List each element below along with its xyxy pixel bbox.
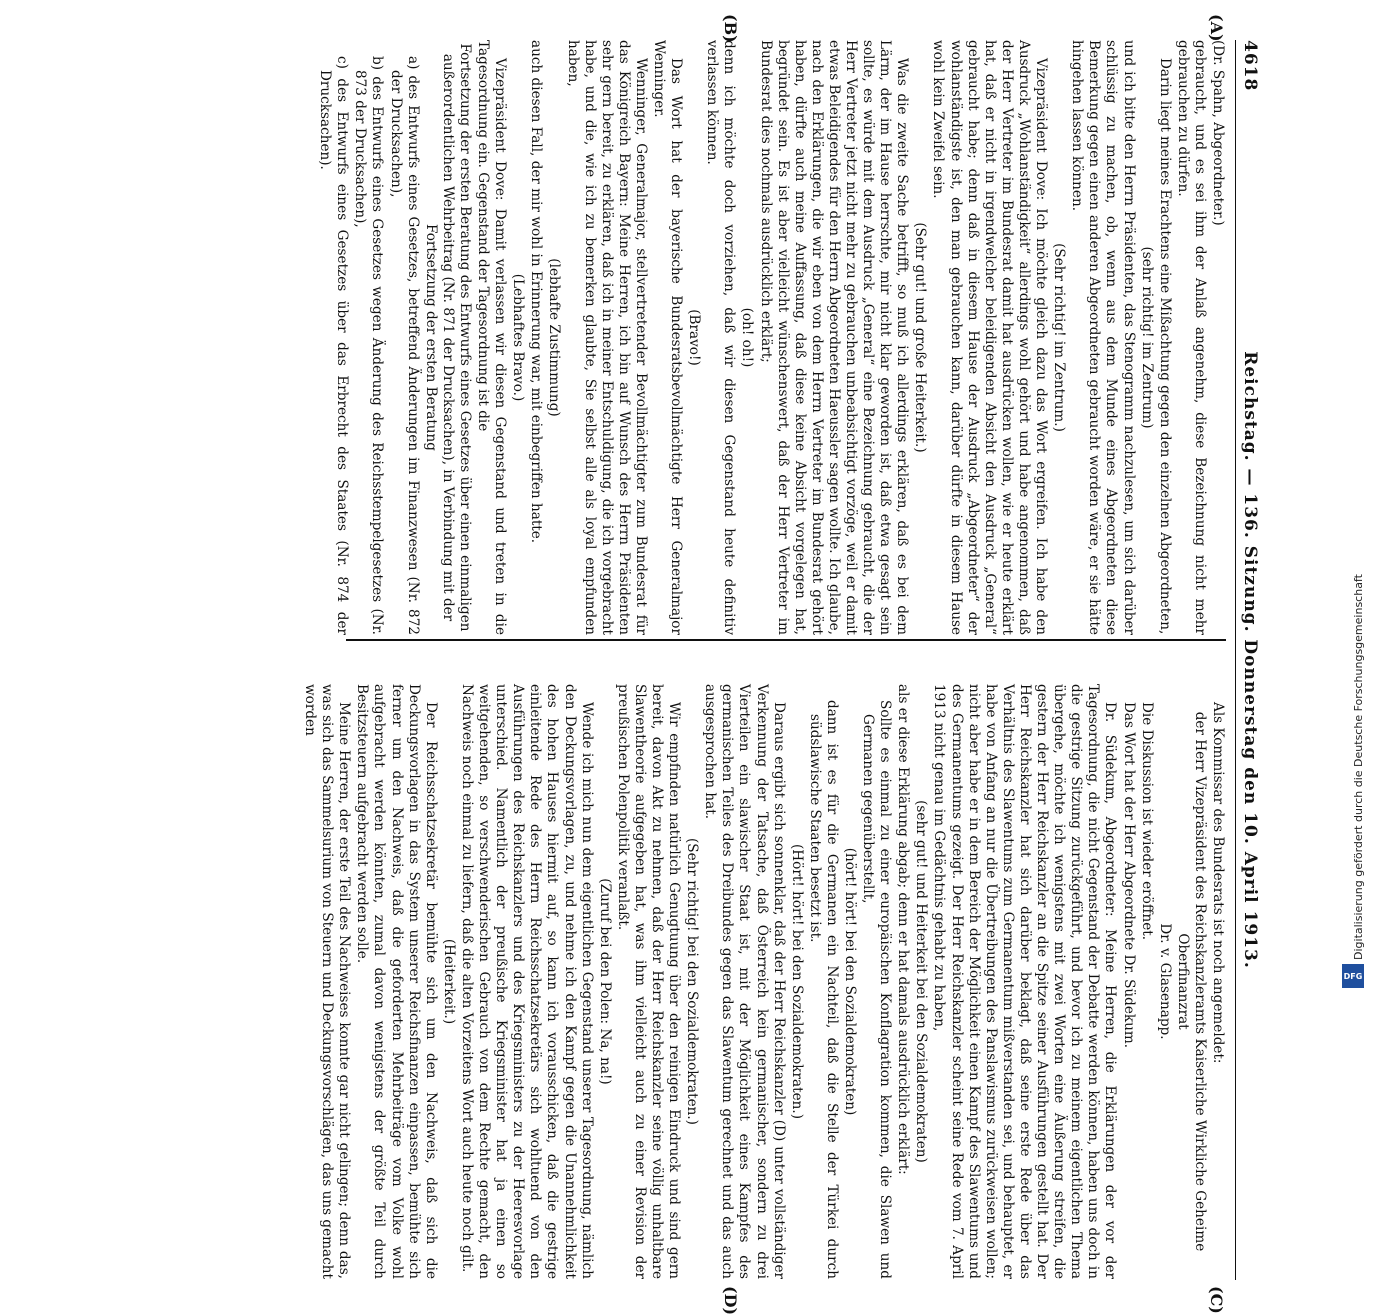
left-column-paragraph: gebraucht, und es sei ihm der Anlaß angenehm, diese Bezeichnung nicht mehr gebrauchen zu dürfen. <box>1174 40 1208 635</box>
left-column-paragraph: denn ich möchte doch vorziehen, daß wir diesen Gegenstand heute definitiv verlassen können. <box>704 40 738 635</box>
left-column-paragraph: auch diesen Fall, der mir wohl in Erinnerung war, mit einbegriffen hatte. <box>528 40 545 544</box>
left-text-column <box>315 40 1226 635</box>
right-column-paragraph: Sollte es einmal zu einer europäischen Konflagration kommen, die Slawen und Germanen gegenüberstellt, <box>860 700 894 1279</box>
digitization-sidebar <box>1326 0 1383 1000</box>
left-column-paragraph: (sehr richtig! im Zentrum) <box>1138 246 1155 429</box>
margin-marker-d: (D) <box>721 1286 740 1315</box>
right-column-paragraph: Der Reichsschatzsekretär bemühte sich um den Nachweis, daß sich die Deckungsvorlagen in das System unserer Reichsfinanzen einpassen, bemühte sich ferner um den Nachweis, daß die geforderten Mehrbeiträge vom Volke wohl aufgebracht werden könnten, zumal davon wenigstens der größte Teil durch Besitzsteuern aufgebracht werden solle. <box>354 684 439 1279</box>
left-column-paragraph: (Sehr gut! und große Heiterkeit.) <box>912 222 929 453</box>
left-column-paragraph: Vizepräsident Dove: Damit verlassen wir diesen Gegenstand und treten in die Tagesordnung ein. Gegenstand der Tagesordnung ist die <box>475 40 509 635</box>
margin-marker-c: (C) <box>1207 1286 1226 1314</box>
left-column-paragraph: (oh! oh!) <box>739 307 756 368</box>
page-header <box>1235 40 1262 1280</box>
column-divider <box>346 639 1226 641</box>
right-column-paragraph: Wende ich mich nun dem eigentlichen Gegenstand unserer Tagesordnung, nämlich den Deckungsvorlagen, zu, und nehme ich den Kampf gegen die Unannehmlichkeit des hohen Hauses hiermit auf, so kann ich vorausschicken, daß die gestrige einleitende Rede des Herrn Reichsschatzsekretärs sich wohltuend von den Ausführungen des Reichskanzlers und des Kriegsministers zu der Heeresvorlage unterschied. Namentlich der preußische Kriegsminister hat ja einen so weitgehenden, so verschwenderischen Gebrauch von dem Rechte gemacht, den Nachweis noch einmal zu liefern, daß die alten Vorzeitens Wort auch heute noch gilt. <box>458 684 595 1279</box>
left-column-paragraph: (Sehr richtig! im Zentrum.) <box>1051 243 1068 432</box>
left-column-paragraph: c) des Entwurfs eines Gesetzes über das Erbrecht des Staates (Nr. 874 der Drucksachen). <box>317 56 351 635</box>
margin-marker-a: (A) <box>1207 14 1226 42</box>
left-column-paragraph: Das Wort hat der bayerische Bundesratsbevollmächtigte Herr Generalmajor Wenninger. <box>651 40 685 635</box>
left-column-paragraph: a) des Entwurfs eines Gesetzes, betreffend Änderungen im Finanzwesen (Nr. 872 der Drucksachen), <box>387 56 421 635</box>
right-column-paragraph: Daraus ergibt sich sonnenklar, daß der Herr Reichskanzler (D) unter vollständiger Verkennung der Tatsache, daß Österreich kein germanischer, sondern zu drei Vierteilen ein slawischer Staat ist, mit der Möglichkeit eines Kampfes des germanischen Teiles des Dreibundes gegen das Slawentum gerechnet und das auch ausgesprochen hat. <box>702 684 787 1279</box>
left-column-paragraph: und ich bitte den Herrn Präsidenten, das Stenogramm nachzulesen, um sich darüber schlüssig zu machen, ob, wenn aus dem Munde eines Abgeordneten diese Bemerkung gegen einen anderen Abgeordneten gebraucht worden wäre, er sie hätte hingehen lassen können. <box>1069 40 1137 635</box>
left-column-paragraph: Was die zweite Sache betrifft, so muß ich allerdings erklären, daß es bei dem Lärm, der im Hause herrschte, mir nicht klar geworden ist, daß etwa gesagt sein sollte, es würde mit dem Ausdruck „General“ eine Bezeichnung gebraucht, die der Herr Vertreter jetzt nicht mehr zu gebrauchen unbeabsichtigt vorzöge, weil er damit etwas Beleidigendes für den Herrn Abgeordneten Haeussler sagen wollte. Ich glaube, nach den Erklärungen, die wir eben von dem Herrn Vertreter im Bundesrat gehört haben, dürfte auch meine Auffassung, daß diese keine Absicht vorgelegen hat, begründet sein. Es ist aber vielleicht wünschenswert, daß der Herr Vertreter im Bundesrat dies nochmals ausdrücklich erklärt; <box>757 40 911 635</box>
right-column-paragraph: Die Diskussion ist wieder eröffnet. <box>1138 702 1155 941</box>
right-text-column <box>300 684 1226 1279</box>
page-title: Reichstag. — 136. Sitzung. Donnerstag den 10. April 1913. <box>1240 351 1260 969</box>
right-column-paragraph: (hört! hört! bei den Sozialdemokraten) <box>842 847 859 1116</box>
right-column-paragraph: (sehr gut! und Heiterkeit bei den Sozialdemokraten) <box>913 800 930 1163</box>
right-column-paragraph: (Heiterkeit.) <box>440 938 457 1025</box>
dfg-logo: DFG <box>1342 964 1364 988</box>
right-column-paragraph: (Sehr richtig! bei den Sozialdemokraten.) <box>684 838 701 1125</box>
right-column-paragraph: Als Kommissar des Bundesrats ist noch angemeldet: <box>1210 702 1226 1064</box>
left-column-paragraph: (Bravo!) <box>686 309 703 366</box>
left-column-paragraph: b) des Entwurfs eines Gesetzes wegen Änderung des Reichsstempelgesetzes (Nr. 873 der Drucksachen), <box>352 56 386 635</box>
right-column-paragraph: als er diese Erklärung abgab; denn er hat damals ausdrücklich erklärt: <box>895 684 912 1175</box>
digitization-credit: Digitalisierung gefördert durch die Deutsche Forschungsgemeinschaft <box>1352 574 1365 960</box>
right-column-paragraph: Meine Herren, der erste Teil des Nachweises konnte gar nicht gelingen; denn das, was sich das Sammelsurium von Steuern und Deckungsvorschlägen, das uns gemacht worden <box>302 684 353 1279</box>
right-column-paragraph: Dr. v. Glasenapp. <box>1156 923 1173 1040</box>
right-column-paragraph: Dr. Südekum, Abgeordneter: Meine Herren, die Erklärungen der vor der Tagesordnung, die nicht Gegenstand der Debatte werden können, haben uns doch in die gestrige Sitzung zurückgeführt, und bevor ich zu meinem eigentlichen Thema übergehe, möchte ich wenigstens mit zwei Worten eine Äußerung streifen, die gestern der Herr Reichskanzler an die Spitze seiner Ausführungen gestellt hat. Der Herr Reichskanzler hat sich darüber beklagt, daß seine erste Rede über das Verhältnis des Slawentums zum Germanentum mißverstanden sei, und behauptet, er habe von Anfang an nur die Übertreibungen des Panslawismus zurückweisen wollen; nicht aber habe er in dem Bereich der Möglichkeit einen Kampf des Slawentums und des Germanentums gezeigt. Der Herr Reichskanzler scheint seine Rede vom 7. April 1913 nicht genau im Gedächtnis gehabt zu haben, <box>931 684 1119 1279</box>
left-column-paragraph: Wenninger, Generalmajor, stellvertretender Bevollmächtigter zum Bundesrat für das Königreich Bayern: Meine Herren, ich bin auf Wunsch des Herrn Präsidenten sehr gern bereit, zu erklären, daß ich in meiner Entschuldigung, die ich vorgebracht habe, und die, wie ich zu bemerken glaubte, Sie selbst alle als loyal empfunden haben, <box>564 40 649 635</box>
right-column-paragraph: der Herr Vizepräsident des Reichskanzleramts Kaiserliche Wirkliche Geheime Oberfinanzrat <box>1174 711 1208 1252</box>
right-column-paragraph: Das Wort hat der Herr Abgeordnete Dr. Südekum. <box>1120 702 1137 1049</box>
right-column-paragraph: dann ist es für die Germanen ein Nachteil, daß die Stelle der Türkei durch südslawische Staaten besetzt ist. <box>806 700 840 1279</box>
margin-marker-b: (B) <box>721 14 740 43</box>
left-column-paragraph: Fortsetzung der ersten Beratung des Entwurfs eines Gesetzes über einen einmaligen außerordentlichen Wehrbeitrag (Nr. 871 der Drucksachen), in Verbindung mit der Fortsetzung der ersten Beratung <box>422 43 473 632</box>
right-column-paragraph: (Zuruf bei den Polen: Na, na!) <box>596 878 613 1085</box>
right-column-paragraph: Wir empfinden natürlich Genugtuung über den reinigen Eindruck und sind gern bereit, davon Akt zu nehmen, daß der Herr Reichskanzler seine völlig unhaltbare Slawentheorie aufgegeben hat, was ihm vielleicht auch zu einer Revision der preußischen Polenpolitik veranlaßt. <box>614 684 683 1279</box>
page-number: 4618 <box>1240 40 1260 92</box>
left-column-paragraph: (Dr. Spahn, Abgeordneter.) <box>1210 40 1226 226</box>
left-column-paragraph: Vizepräsident Dove: Ich möchte gleich dazu das Wort ergreifen. Ich habe den Ausdruck „Wohlanständigkeit“ allerdings wohl gehört und habe angenommen, daß der Herr Vertreter im Bundesrat damit hat ausdrücken wollen, wie er heute erklärt hat, daß er nicht in irgendwelcher beleidigenden Absicht den Ausdruck „General“ gebraucht habe; denn daß in diesem Hause der Ausdruck „Abgeordneter“ der wohlanständigste ist, den man gebrauchen kann, darüber dürfte in diesem Hause wohl kein Zweifel sein. <box>930 40 1050 635</box>
left-column-paragraph: Darin liegt meines Erachtens eine Mißachtung gegen den einzelnen Abgeordneten, <box>1156 58 1173 635</box>
left-column-paragraph: (lebhafte Zustimmung) <box>546 258 563 417</box>
left-column-paragraph: (Lebhaftes Bravo.) <box>510 273 527 402</box>
right-column-paragraph: (Hört! hört! bei den Sozialdemokraten.) <box>788 843 805 1119</box>
